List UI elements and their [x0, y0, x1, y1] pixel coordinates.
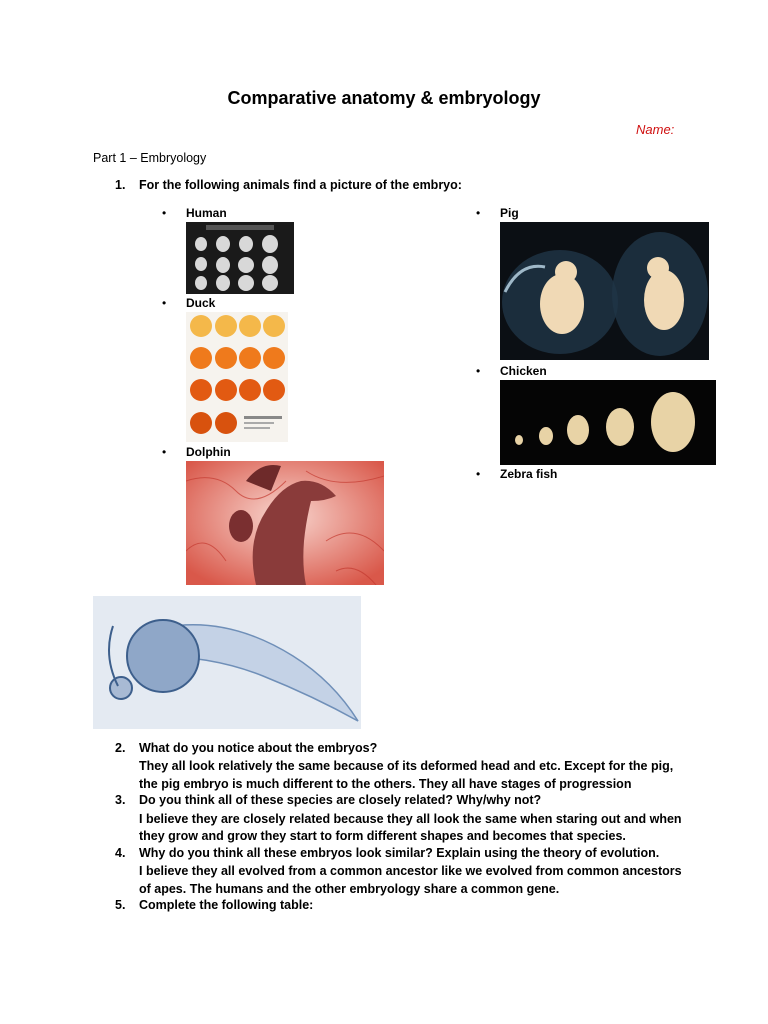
question-4-text: Why do you think all these embryos look similar? Explain using the theory of evolution.	[139, 846, 660, 860]
animal-label-dolphin: Dolphin	[186, 445, 231, 459]
question-5-number: 5.	[115, 898, 126, 912]
dolphin-embryo-image	[186, 461, 384, 585]
animal-label-chicken: Chicken	[500, 364, 547, 378]
zebrafish-embryo-image	[93, 596, 361, 729]
bullet: •	[476, 467, 481, 481]
bullet: •	[476, 206, 481, 220]
bullet: •	[476, 364, 481, 378]
human-embryo-image	[186, 222, 294, 294]
bullet: •	[162, 206, 167, 220]
question-5-text: Complete the following table:	[139, 898, 314, 912]
chicken-embryo-image	[500, 380, 716, 465]
duck-embryo-image	[186, 312, 288, 442]
part-heading: Part 1 – Embryology	[93, 151, 207, 165]
answer-3-line-1: I believe they are closely related because they all look the same when staring out and when	[139, 812, 682, 826]
question-2-text: What do you notice about the embryos?	[139, 741, 378, 755]
question-1-number: 1.	[115, 178, 126, 192]
answer-2-line-2: the pig embryo is much different to the others. They all have stages of progression	[139, 777, 632, 791]
pig-embryo-image	[500, 222, 709, 360]
answer-4-line-2: of apes. The humans and the other embryology share a common gene.	[139, 882, 560, 896]
answer-3-line-2: they grow and grow they start to form different shapes and becomes that species.	[139, 829, 626, 843]
animal-label-zebrafish: Zebra fish	[500, 467, 558, 481]
bullet: •	[162, 296, 167, 310]
animal-label-duck: Duck	[186, 296, 216, 310]
question-2-number: 2.	[115, 741, 126, 755]
bullet: •	[162, 445, 167, 459]
question-1-text: For the following animals find a picture of the embryo:	[139, 178, 462, 192]
question-4-number: 4.	[115, 846, 126, 860]
answer-4-line-1: I believe they all evolved from a common ancestor like we evolved from common ancestors	[139, 864, 682, 878]
name-label: Name:	[636, 122, 675, 137]
animal-label-human: Human	[186, 206, 227, 220]
question-3-text: Do you think all of these species are closely related? Why/why not?	[139, 793, 542, 807]
animal-label-pig: Pig	[500, 206, 519, 220]
page-title: Comparative anatomy & embryology	[227, 88, 541, 108]
answer-2-line-1: They all look relatively the same because of its deformed head and etc. Except for the pig,	[139, 759, 674, 773]
question-3-number: 3.	[115, 793, 126, 807]
